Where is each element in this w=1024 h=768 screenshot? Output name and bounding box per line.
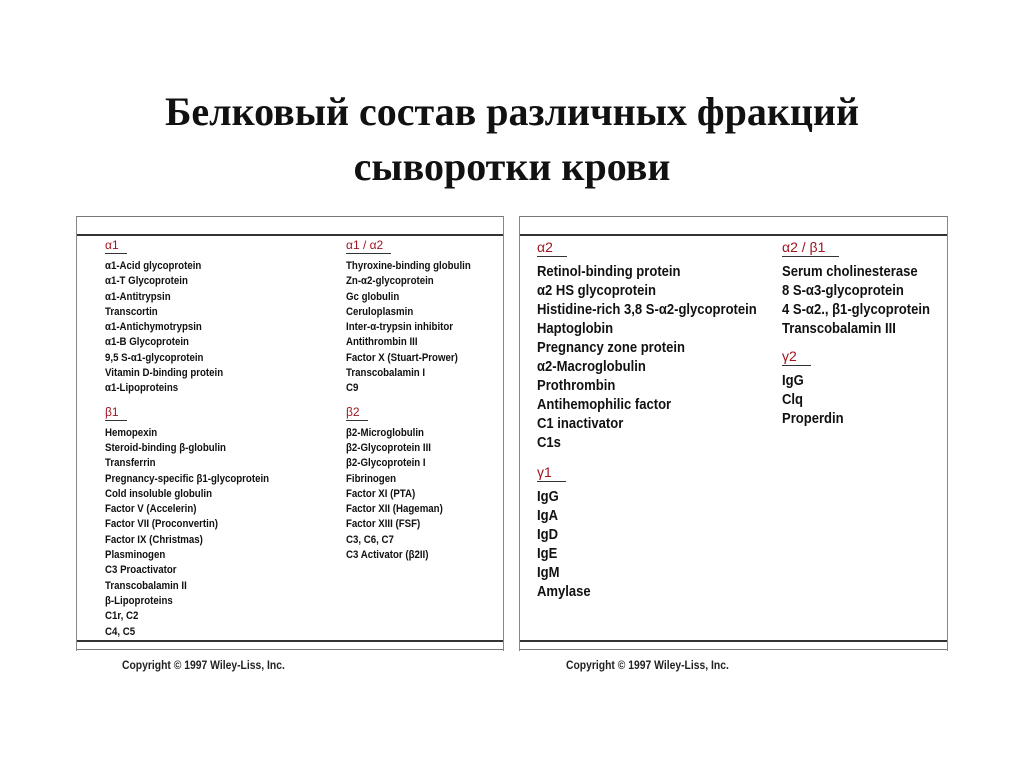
list-beta2	[346, 426, 488, 564]
protein-item: Ceruloplasmin	[346, 305, 414, 318]
left-protein-table	[76, 216, 504, 651]
protein-item: Properdin	[782, 411, 844, 427]
right-column-2	[782, 238, 946, 429]
heading-beta2: β2	[346, 405, 368, 421]
protein-item: C3, C6, C7	[346, 533, 394, 546]
list-gamma1	[537, 488, 781, 602]
protein-item: Antihemophilic factor	[537, 397, 672, 413]
protein-item: Steroid-binding β-globulin	[105, 441, 226, 454]
protein-item: β2-Glycoprotein III	[346, 441, 431, 454]
group-alpha1-alpha2	[346, 236, 488, 397]
protein-item: C4, C5	[105, 625, 136, 638]
left-column-2	[346, 236, 488, 563]
heading-gamma1: γ1	[537, 463, 566, 482]
protein-item: Factor IX (Christmas)	[105, 533, 203, 546]
protein-item: C3 Activator (β2II)	[346, 549, 429, 562]
protein-item: Antithrombin III	[346, 336, 418, 349]
heading-beta1: β1	[105, 405, 127, 421]
heading-alpha2: α2	[537, 238, 567, 257]
protein-item: Gc globulin	[346, 290, 400, 303]
group-beta2	[346, 403, 488, 564]
protein-item: α1-Antichymotrypsin	[105, 321, 202, 334]
heading-alpha1-alpha2: α1 / α2	[346, 238, 391, 254]
protein-item: IgD	[537, 527, 559, 543]
left-column-1	[105, 236, 291, 640]
list-alpha2-beta1	[782, 263, 946, 339]
heading-alpha1: α1	[105, 238, 127, 254]
protein-item: Serum cholinesterase	[782, 264, 918, 280]
group-alpha2	[537, 238, 781, 453]
protein-item: Factor V (Accelerin)	[105, 503, 197, 516]
protein-item: Zn-α2-glycoprotein	[346, 275, 434, 288]
protein-item: Factor XII (Hageman)	[346, 503, 443, 516]
protein-item: Factor XI (PTA)	[346, 487, 416, 500]
protein-item: α1-B Glycoprotein	[105, 336, 189, 349]
protein-item: Transcortin	[105, 305, 158, 318]
protein-item: α1-Acid glycoprotein	[105, 260, 202, 272]
group-alpha2-beta1	[782, 238, 946, 339]
protein-item: Transcobalamin III	[782, 321, 896, 337]
protein-item: Histidine-rich 3,8 S-α2-glycoprotein	[537, 302, 757, 318]
copyright-left: Copyright © 1997 Wiley-Liss, Inc.	[122, 660, 285, 672]
protein-item: Prothrombin	[537, 378, 616, 394]
protein-item: C1r, C2	[105, 610, 139, 623]
list-gamma2	[782, 372, 946, 429]
protein-item: Inter-α-trypsin inhibitor	[346, 321, 454, 334]
protein-item: IgA	[537, 508, 559, 524]
protein-item: Transcobalamin II	[105, 579, 187, 592]
protein-item: β2-Glycoprotein I	[346, 457, 426, 470]
protein-item: α1-T Glycoprotein	[105, 275, 188, 288]
list-alpha1	[105, 259, 291, 397]
protein-item: Hemopexin	[105, 426, 158, 439]
slide-title	[0, 84, 1024, 194]
protein-item: β-Lipoproteins	[105, 594, 173, 607]
heading-alpha2-beta1: α2 / β1	[782, 238, 839, 257]
protein-item: α2-Macroglobulin	[537, 359, 646, 375]
protein-item: α1-Lipoproteins	[105, 382, 179, 395]
protein-item: β2-Microglobulin	[346, 426, 424, 439]
protein-item: α2 HS glycoprotein	[537, 283, 656, 299]
list-alpha1-alpha2	[346, 259, 488, 397]
protein-item: Factor XIII (FSF)	[346, 518, 421, 531]
protein-item: Factor VII (Proconvertin)	[105, 518, 218, 531]
group-beta1	[105, 403, 291, 640]
right-protein-table	[519, 216, 948, 651]
protein-item: IgM	[537, 565, 560, 581]
title-line-1: Белковый состав различных фракций	[164, 89, 860, 134]
protein-item: Thyroxine-binding globulin	[346, 260, 471, 272]
list-beta1	[105, 426, 291, 640]
group-alpha1	[105, 236, 291, 397]
group-gamma2	[782, 347, 946, 429]
protein-item: 8 S-α3-glycoprotein	[782, 283, 904, 299]
protein-item: Transcobalamin I	[346, 367, 426, 380]
copyright-right: Copyright © 1997 Wiley-Liss, Inc.	[566, 660, 729, 672]
protein-item: Amylase	[537, 584, 591, 600]
right-column-1	[537, 238, 781, 602]
protein-item: Plasminogen	[105, 549, 166, 562]
title-line-2: сыворотки крови	[353, 144, 671, 189]
protein-item: Fibrinogen	[346, 472, 397, 485]
protein-item: Transferrin	[105, 457, 156, 470]
list-alpha2	[537, 263, 781, 453]
protein-item: 4 S-α2., β1-glycoprotein	[782, 302, 930, 318]
heading-gamma2: γ2	[782, 347, 811, 366]
protein-item: Clq	[782, 392, 804, 408]
protein-item: C3 Proactivator	[105, 564, 177, 577]
protein-item: Retinol-binding protein	[537, 264, 681, 280]
protein-item: IgG	[537, 489, 559, 505]
group-gamma1	[537, 463, 781, 602]
protein-item: Pregnancy zone protein	[537, 340, 685, 356]
protein-item: 9,5 S-α1-glycoprotein	[105, 351, 204, 364]
protein-item: C1s	[537, 435, 561, 451]
protein-item: Factor X (Stuart-Prower)	[346, 351, 458, 364]
protein-item: Haptoglobin	[537, 321, 614, 337]
protein-item: α1-Antitrypsin	[105, 290, 171, 303]
protein-item: C9	[346, 382, 359, 395]
protein-item: IgE	[537, 546, 558, 562]
protein-item: IgG	[782, 373, 804, 389]
protein-item: Pregnancy-specific β1-glycoprotein	[105, 472, 270, 485]
protein-item: Vitamin D-binding protein	[105, 367, 224, 380]
protein-item: C1 inactivator	[537, 416, 624, 432]
protein-item: Cold insoluble globulin	[105, 487, 213, 500]
